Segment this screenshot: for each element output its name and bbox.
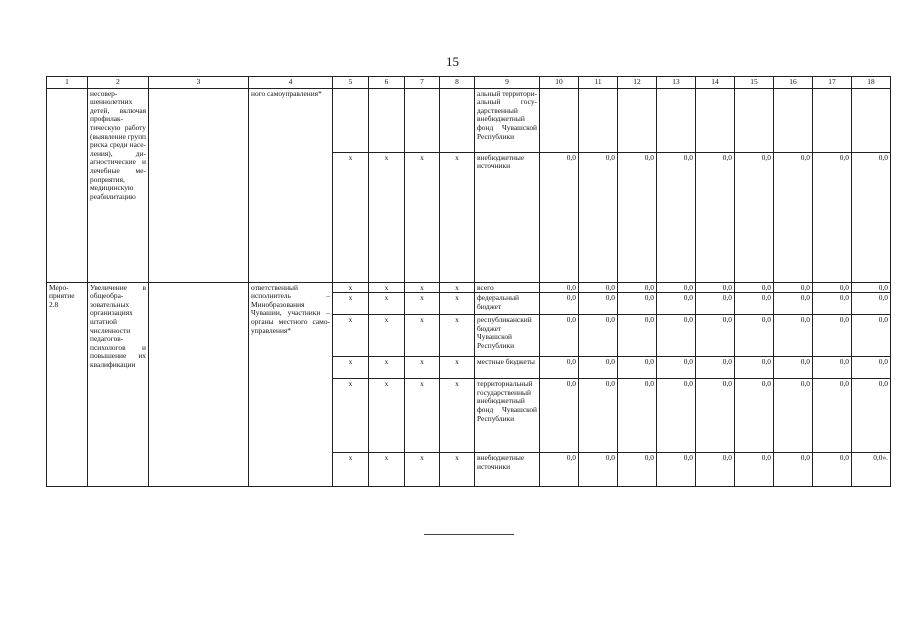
amount-cell: 0,0 bbox=[657, 293, 696, 315]
funding-source: республиканский бюджет Чувашской Республики bbox=[475, 315, 540, 357]
amount-cell: 0,0 bbox=[657, 152, 696, 282]
amount-cell: 0,0 bbox=[813, 453, 852, 487]
amount-cell: 0,0 bbox=[618, 152, 657, 282]
mark-cell: x bbox=[369, 453, 405, 487]
mark-cell: x bbox=[333, 315, 369, 357]
column-number-14: 14 bbox=[696, 77, 735, 89]
amount-cell: 0,0 bbox=[618, 315, 657, 357]
amount-cell: 0,0 bbox=[540, 293, 579, 315]
amount-cell: 0,0 bbox=[813, 152, 852, 282]
mark-cell: x bbox=[405, 357, 440, 379]
mark-cell: x bbox=[369, 152, 405, 282]
amount-cell bbox=[774, 88, 813, 152]
amount-cell: 0,0 bbox=[774, 152, 813, 282]
column-number-17: 17 bbox=[813, 77, 852, 89]
amount-cell: 0,0 bbox=[540, 152, 579, 282]
mark-cell: x bbox=[369, 315, 405, 357]
amount-cell: 0,0 bbox=[735, 357, 774, 379]
amount-cell: 0,0 bbox=[696, 315, 735, 357]
funding-source: местные бюджеты bbox=[475, 357, 540, 379]
table-row bbox=[47, 282, 891, 293]
amount-cell: 0,0 bbox=[579, 315, 618, 357]
amount-cell bbox=[813, 88, 852, 152]
mark-cell: x bbox=[333, 357, 369, 379]
amount-cell: 0,0 bbox=[735, 453, 774, 487]
amount-cell: 0,0 bbox=[579, 357, 618, 379]
amount-cell: 0,0 bbox=[696, 379, 735, 453]
program-table bbox=[46, 76, 891, 487]
amount-cell: 0,0 bbox=[813, 357, 852, 379]
amount-cell: 0,0». bbox=[852, 453, 891, 487]
amount-cell bbox=[696, 88, 735, 152]
mark-cell: x bbox=[440, 152, 475, 282]
footnote-separator bbox=[424, 534, 514, 535]
column-number-12: 12 bbox=[618, 77, 657, 89]
amount-cell: 0,0 bbox=[813, 293, 852, 315]
mark-cell: x bbox=[333, 293, 369, 315]
mark-cell: x bbox=[333, 453, 369, 487]
column-number-5: 5 bbox=[333, 77, 369, 89]
amount-cell: 0,0 bbox=[657, 379, 696, 453]
amount-cell: 0,0 bbox=[735, 379, 774, 453]
funding-source: внебюджетные источники bbox=[475, 453, 540, 487]
amount-cell: 0,0 bbox=[774, 357, 813, 379]
amount-cell bbox=[540, 88, 579, 152]
mark-cell: x bbox=[440, 357, 475, 379]
amount-cell: 0,0 bbox=[696, 282, 735, 293]
mark-cell: x bbox=[405, 315, 440, 357]
amount-cell: 0,0 bbox=[540, 282, 579, 293]
item-code: Мероприятие 2.8 bbox=[47, 282, 88, 487]
mark-cell: x bbox=[369, 293, 405, 315]
header-row bbox=[47, 77, 891, 89]
table-row bbox=[47, 88, 891, 152]
amount-cell bbox=[618, 88, 657, 152]
mark-cell bbox=[405, 88, 440, 152]
amount-cell: 0,0 bbox=[540, 379, 579, 453]
amount-cell: 0,0 bbox=[696, 453, 735, 487]
amount-cell: 0,0 bbox=[774, 453, 813, 487]
amount-cell: 0,0 bbox=[579, 293, 618, 315]
amount-cell: 0,0 bbox=[774, 379, 813, 453]
column-number-4: 4 bbox=[249, 77, 333, 89]
funding-source: альный территориальный государственный внебюджетный фонд Чувашской Республики bbox=[475, 88, 540, 152]
mark-cell: x bbox=[333, 282, 369, 293]
amount-cell: 0,0 bbox=[579, 152, 618, 282]
amount-cell: 0,0 bbox=[774, 293, 813, 315]
amount-cell bbox=[657, 88, 696, 152]
amount-cell: 0,0 bbox=[696, 357, 735, 379]
column-number-3: 3 bbox=[149, 77, 249, 89]
column-number-8: 8 bbox=[440, 77, 475, 89]
mark-cell: x bbox=[405, 293, 440, 315]
mark-cell bbox=[333, 88, 369, 152]
amount-cell: 0,0 bbox=[657, 453, 696, 487]
amount-cell: 0,0 bbox=[540, 357, 579, 379]
mark-cell bbox=[440, 88, 475, 152]
funding-source: территориальный государственный внебюджетный фонд Чувашской Республики bbox=[475, 379, 540, 453]
mark-cell: x bbox=[369, 282, 405, 293]
amount-cell: 0,0 bbox=[696, 293, 735, 315]
amount-cell: 0,0 bbox=[852, 293, 891, 315]
amount-cell: 0,0 bbox=[813, 379, 852, 453]
amount-cell: 0,0 bbox=[540, 315, 579, 357]
item-code bbox=[47, 88, 88, 282]
target-indicator bbox=[149, 282, 249, 487]
amount-cell: 0,0 bbox=[735, 293, 774, 315]
amount-cell: 0,0 bbox=[852, 152, 891, 282]
amount-cell: 0,0 bbox=[813, 282, 852, 293]
amount-cell: 0,0 bbox=[657, 282, 696, 293]
column-number-1: 1 bbox=[47, 77, 88, 89]
mark-cell: x bbox=[405, 379, 440, 453]
mark-cell: x bbox=[369, 357, 405, 379]
mark-cell: x bbox=[440, 315, 475, 357]
amount-cell: 0,0 bbox=[852, 315, 891, 357]
column-number-7: 7 bbox=[405, 77, 440, 89]
mark-cell: x bbox=[369, 379, 405, 453]
column-number-11: 11 bbox=[579, 77, 618, 89]
amount-cell: 0,0 bbox=[618, 379, 657, 453]
executor: ответственный исполнитель – Минобразования Чувашии, участники – органы местного самоуправления* bbox=[249, 282, 333, 487]
amount-cell: 0,0 bbox=[540, 453, 579, 487]
amount-cell: 0,0 bbox=[852, 357, 891, 379]
funding-source: всего bbox=[475, 282, 540, 293]
column-number-6: 6 bbox=[369, 77, 405, 89]
table-body bbox=[47, 77, 891, 487]
mark-cell: x bbox=[405, 453, 440, 487]
funding-source: федеральный бюджет bbox=[475, 293, 540, 315]
mark-cell: x bbox=[405, 152, 440, 282]
amount-cell: 0,0 bbox=[852, 282, 891, 293]
mark-cell: x bbox=[440, 282, 475, 293]
amount-cell: 0,0 bbox=[657, 357, 696, 379]
mark-cell bbox=[369, 88, 405, 152]
column-number-13: 13 bbox=[657, 77, 696, 89]
amount-cell bbox=[852, 88, 891, 152]
column-number-2: 2 bbox=[88, 77, 149, 89]
funding-source: внебюджетные источники bbox=[475, 152, 540, 282]
amount-cell: 0,0 bbox=[618, 357, 657, 379]
item-description: несовершеннолетних детей, включая профилактическую работу (выявление групп риска среди населения), диагностические и лечебные мероприятия, медицинскую реабилитацию bbox=[88, 88, 149, 282]
mark-cell: x bbox=[440, 293, 475, 315]
mark-cell: x bbox=[440, 453, 475, 487]
amount-cell: 0,0 bbox=[735, 152, 774, 282]
column-number-16: 16 bbox=[774, 77, 813, 89]
page-number: 15 bbox=[446, 54, 459, 69]
mark-cell: x bbox=[440, 379, 475, 453]
amount-cell: 0,0 bbox=[852, 379, 891, 453]
amount-cell: 0,0 bbox=[618, 293, 657, 315]
amount-cell: 0,0 bbox=[579, 282, 618, 293]
item-description: Увеличение в общеобразовательных организациях штатной численности педагогов-психологов и повышение их квалификации bbox=[88, 282, 149, 487]
column-number-15: 15 bbox=[735, 77, 774, 89]
mark-cell: x bbox=[405, 282, 440, 293]
amount-cell: 0,0 bbox=[735, 282, 774, 293]
mark-cell: x bbox=[333, 379, 369, 453]
amount-cell: 0,0 bbox=[579, 453, 618, 487]
amount-cell: 0,0 bbox=[696, 152, 735, 282]
target-indicator bbox=[149, 88, 249, 282]
executor: ного самоуправления* bbox=[249, 88, 333, 282]
amount-cell bbox=[579, 88, 618, 152]
amount-cell: 0,0 bbox=[579, 379, 618, 453]
amount-cell: 0,0 bbox=[813, 315, 852, 357]
mark-cell: x bbox=[333, 152, 369, 282]
amount-cell: 0,0 bbox=[657, 315, 696, 357]
amount-cell: 0,0 bbox=[774, 282, 813, 293]
amount-cell: 0,0 bbox=[735, 315, 774, 357]
column-number-9: 9 bbox=[475, 77, 540, 89]
column-number-10: 10 bbox=[540, 77, 579, 89]
amount-cell: 0,0 bbox=[618, 453, 657, 487]
amount-cell bbox=[735, 88, 774, 152]
column-number-18: 18 bbox=[852, 77, 891, 89]
amount-cell: 0,0 bbox=[618, 282, 657, 293]
amount-cell: 0,0 bbox=[774, 315, 813, 357]
